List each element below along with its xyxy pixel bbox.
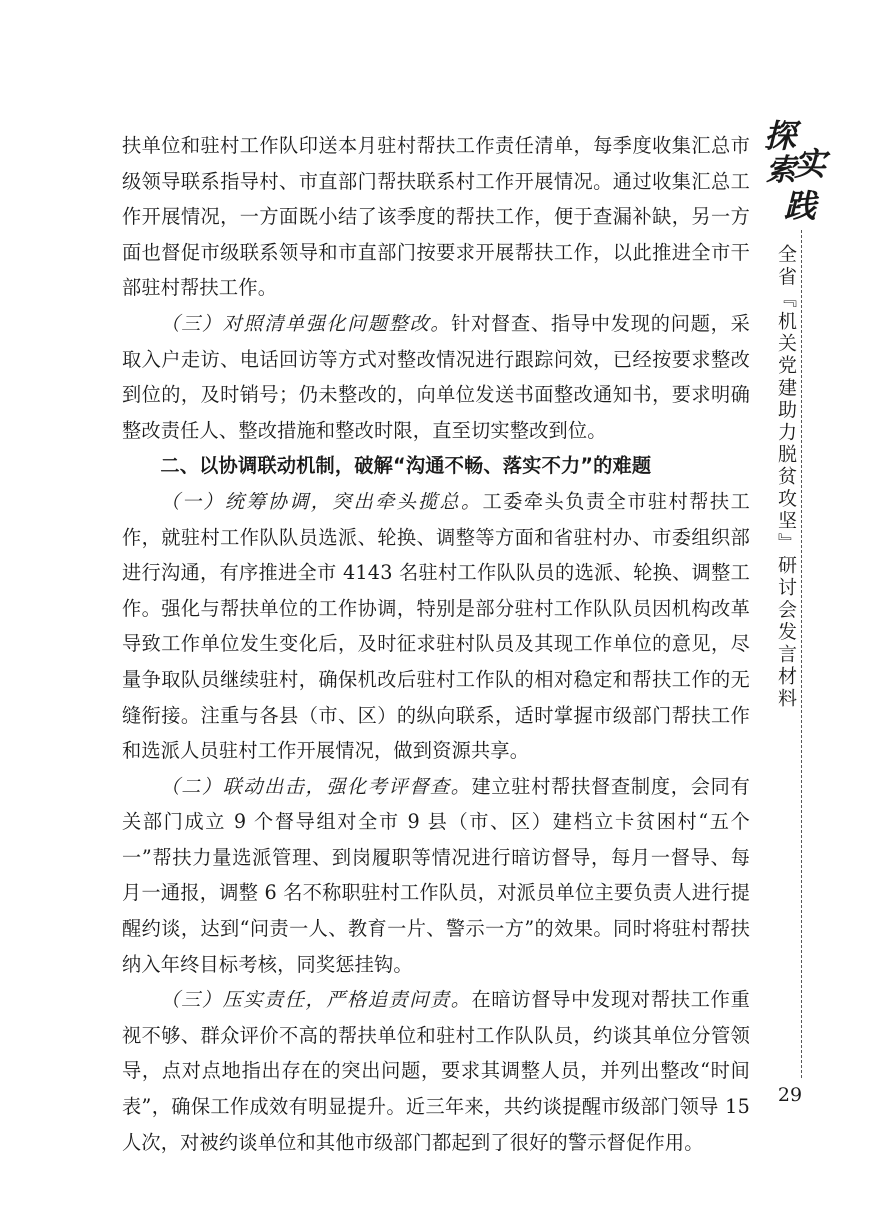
brand-char-1: 探 [764,117,797,155]
brand-char-3: 实 [794,145,827,183]
paragraph-2 [122,306,750,448]
paragraph-5-text: 在暗访督导中发现对帮扶工作重视不够、群众评价不高的帮扶单位和驻村工作队队员，约谈其单位分管领导，点对点地指出存在的突出问题，要求其调整人员，并列出整改“时间表”，确保工作成效有明显提升。近三年来，共约谈提醒市级部门领导 15 人次，对被约谈单位和其他市级部门都起到了很好的警示督促作用。 [122,988,750,1154]
section-heading: 二、以协调联动机制，破解“沟通不畅、落实不力”的难题 [160,454,652,478]
paragraph-1: 扶单位和驻村工作队印送本月驻村帮扶工作责任清单，每季度收集汇总市级领导联系指导村、市直部门帮扶联系村工作开展情况。通过收集汇总工作开展情况，一方面既小结了该季度的帮扶工作，便于查漏补缺，另一方面也督促市级联系领导和市直部门按要求开展帮扶工作，以此推进全市干部驻村帮扶工作。 [122,134,750,300]
paragraph-3-lead: （一）统筹协调，突出牵头揽总。 [160,489,483,513]
brand-calligraphy [762,117,827,228]
paragraph-4-text: 建立驻村帮扶督查制度，会同有关部门成立 9 个督导组对全市 9 县（市、区）建档立卡贫困村“五个一”帮扶力量选派管理、到岗履职等情况进行暗访督导，每月一督导、每月一通报，调整 6 名不称职驻村工作队员，对派员单位主要负责人进行提醒约谈，达到“问责一人、教育一片、警示一方”的效果。同时将驻村帮扶纳入年终目标考核，同奖惩挂钩。 [122,774,750,976]
brand-char-4: 践 [784,187,817,225]
paragraph-4-lead: （二）联动出击，强化考评督查。 [160,774,472,798]
paragraph-4 [122,769,750,983]
paragraph-2-lead: （三）对照清单强化问题整改。 [160,311,452,335]
paragraph-5-lead: （三）压实责任，严格追责问责。 [160,988,472,1012]
paragraph-5 [122,982,750,1160]
sidebar-dashed-rule [801,230,802,1078]
paragraph-2-text: 针对督查、指导中发现的问题，采取入户走访、电话回访等方式对整改情况进行跟踪问效，已经按要求整改到位的，及时销号；仍未整改的，向单位发送书面整改通知书，要求明确整改责任人、整改措施和整改时限，直至切实整改到位。 [122,311,751,442]
series-title: 全省『机关党建助力脱贫攻坚』研讨会发言材料 [775,244,797,711]
paragraph-3-text: 工委牵头负责全市驻村帮扶工作，就驻村工作队队员选派、轮换、调整等方面和省驻村办、市委组织部进行沟通，有序推进全市 4143 名驻村工作队队员的选派、轮换、调整工作。强化与帮扶单位的工作协调，特别是部分驻村工作队队员因机构改革导致工作单位发生变化后，及时征求驻村队员及其现工作单位的意见，尽量争取队员继续驻村，确保机改后驻村工作队的相对稳定和帮扶工作的无缝衔接。注重与各县（市、区）的纵向联系，适时掌握市级部门帮扶工作和选派人员驻村工作开展情况，做到资源共享。 [122,489,750,763]
brand-char-2: 索 [766,153,796,188]
body-text [122,128,750,1160]
paragraph-3 [122,484,750,769]
page-number: 29 [777,1084,803,1106]
